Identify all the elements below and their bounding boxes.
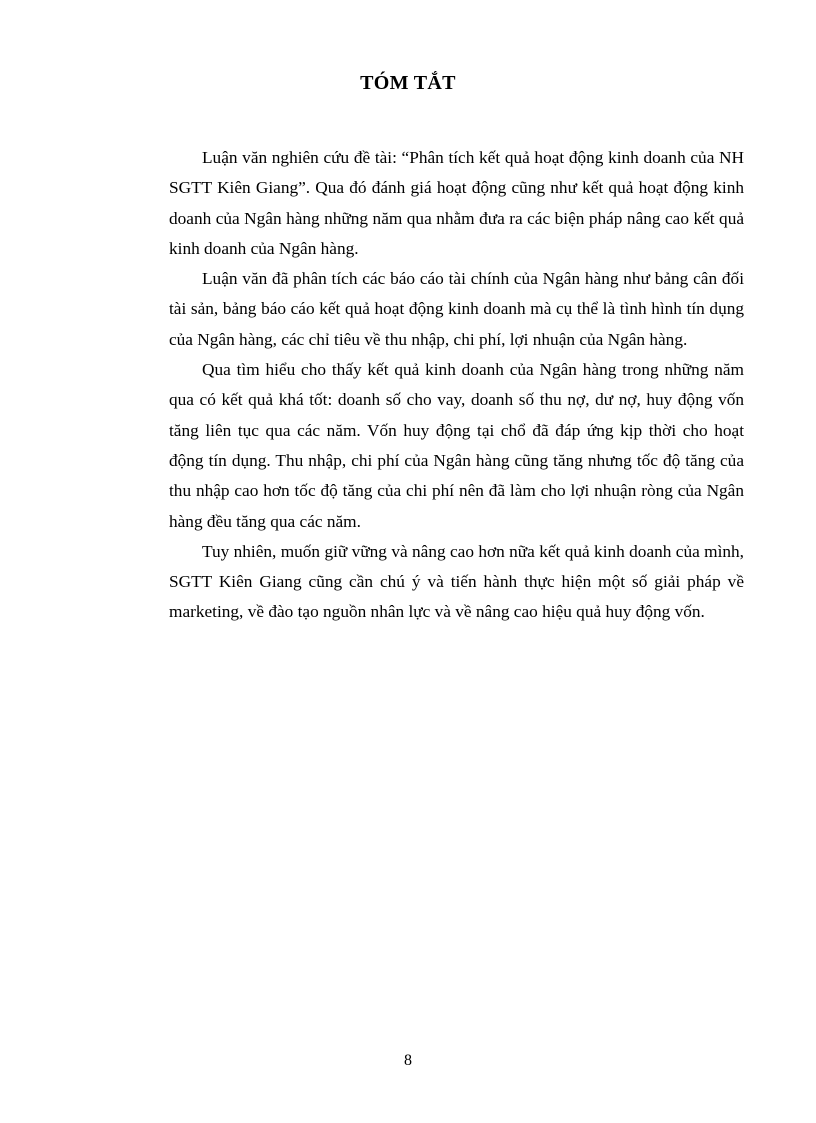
paragraph: Luận văn nghiên cứu đề tài: “Phân tích kết quả hoạt động kinh doanh của NH SGTT Kiên Giang”. Qua đó đánh giá hoạt động cũng như kết quả hoạt động kinh doanh của Ngân hàng những năm qua nhằm đưa ra các biện pháp nâng cao kết quả kinh doanh của Ngân hàng.: [169, 148, 744, 258]
page-title: TÓM TẮT: [360, 72, 456, 94]
paragraph: Qua tìm hiểu cho thấy kết quả kinh doanh của Ngân hàng trong những năm qua có kết quả khá tốt: doanh số cho vay, doanh số thu nợ, dư nợ, huy động vốn tăng liên tục qua các năm. Vốn huy động tại chổ đã đáp ứng kịp thời cho hoạt động tín dụng. Thu nhập, chi phí của Ngân hàng cũng tăng nhưng tốc độ tăng của thu nhập cao hơn tốc độ tăng của chi phí nên đã làm cho lợi nhuận ròng của Ngân hàng đều tăng qua các năm.: [169, 360, 744, 531]
paragraph: Tuy nhiên, muốn giữ vững và nâng cao hơn nữa kết quả kinh doanh của mình, SGTT Kiên Giang cũng cần chú ý và tiến hành thực hiện một số giải pháp về marketing, về đào tạo nguồn nhân lực và về nâng cao hiệu quả huy động vốn.: [169, 541, 744, 622]
page-number: 8: [404, 1052, 412, 1069]
paragraph: Luận văn đã phân tích các báo cáo tài chính của Ngân hàng như bảng cân đối tài sản, bảng báo cáo kết quả hoạt động kinh doanh mà cụ thể là tình hình tín dụng của Ngân hàng, các chỉ tiêu về thu nhập, chi phí, lợi nhuận của Ngân hàng.: [169, 269, 744, 349]
summary-body: [169, 143, 744, 628]
